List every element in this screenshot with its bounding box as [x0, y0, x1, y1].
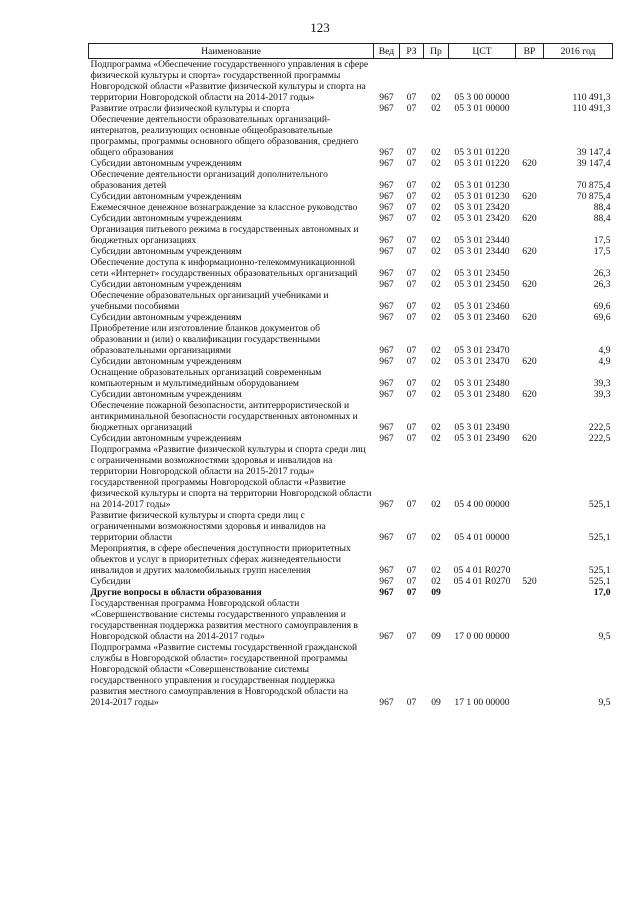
row-ved-cell: 967: [379, 202, 394, 213]
row-amount-cell: 525,1: [588, 576, 611, 587]
row-pr-cell: 09: [431, 631, 441, 642]
table-row: [89, 400, 613, 433]
page-number: 123: [310, 20, 330, 35]
row-vr-cell: [516, 400, 544, 433]
row-rz-cell: 07: [406, 147, 417, 158]
row-rz-cell: 07: [406, 213, 417, 224]
row-pr-cell: 02: [431, 301, 441, 312]
row-rz-cell: 07: [406, 180, 417, 191]
row-vr-cell: [516, 510, 544, 543]
row-pr-cell: 02: [431, 345, 441, 356]
row-amount-cell: 9,5: [598, 631, 611, 642]
row-rz-cell: 07: [406, 389, 417, 400]
row-ved-cell: 967: [379, 422, 394, 433]
row-amount-cell: 88,4: [593, 202, 611, 213]
row-cst-cell: 05 4 01 00000: [454, 532, 510, 543]
row-rz-cell: 07: [406, 279, 417, 290]
row-amount-cell: 4,9: [598, 345, 611, 356]
row-pr-cell: 02: [431, 158, 441, 169]
row-cst-cell: 05 3 01 01220: [454, 147, 510, 158]
row-amount-cell: 17,5: [593, 235, 611, 246]
row-pr-cell: 02: [431, 268, 441, 279]
row-amount-cell: 70 875,4: [576, 191, 611, 202]
row-cst-cell: 05 3 01 23420: [454, 213, 510, 224]
row-ved-cell: 967: [379, 191, 394, 202]
row-vr-cell: [516, 323, 544, 356]
row-rz-cell: 07: [406, 202, 417, 213]
row-cst-cell: 05 3 01 23480: [454, 378, 510, 389]
row-vr-cell: 620: [522, 213, 537, 224]
column-header-ved: Вед: [374, 44, 400, 59]
row-name-cell: Субсидии автономным учреждениям: [90, 312, 242, 323]
row-name-cell: Субсидии автономным учреждениям: [90, 279, 242, 290]
row-amount-cell: 26,3: [593, 268, 611, 279]
table-row: [89, 202, 613, 213]
row-amount-cell: 4,9: [598, 356, 611, 367]
row-cst-cell: 05 3 01 23460: [454, 301, 510, 312]
row-name-cell: Обеспечение доступа к информационно-телекоммуникационной сети «Интернет» государственных образовательных организаций: [90, 257, 358, 279]
row-cst-cell: 05 3 01 01230: [454, 191, 510, 202]
row-name-cell: Субсидии автономным учреждениям: [90, 158, 242, 169]
row-vr-cell: [516, 367, 544, 389]
table-row: [89, 367, 613, 389]
table-body: [89, 59, 613, 709]
row-rz-cell: 07: [406, 268, 417, 279]
column-header-pr: Пр: [424, 44, 449, 59]
row-pr-cell: 02: [431, 191, 441, 202]
budget-table: [88, 43, 613, 708]
row-pr-cell: 02: [431, 202, 441, 213]
row-rz-cell: 07: [406, 312, 417, 323]
row-ved-cell: 967: [379, 268, 394, 279]
row-pr-cell: 02: [431, 147, 441, 158]
row-rz-cell: 07: [406, 565, 417, 576]
row-amount-cell: 110 491,3: [572, 103, 611, 114]
column-header-vr: ВР: [516, 44, 544, 59]
row-ved-cell: 967: [379, 389, 394, 400]
row-vr-cell: 620: [522, 433, 537, 444]
row-name-cell: Субсидии автономным учреждениям: [90, 433, 242, 444]
row-amount-cell: 222,5: [588, 422, 611, 433]
row-cst-cell: 05 3 01 00000: [454, 103, 510, 114]
table-row: [89, 543, 613, 576]
row-pr-cell: 02: [431, 92, 441, 103]
row-rz-cell: 07: [406, 235, 417, 246]
row-rz-cell: 07: [406, 587, 417, 598]
row-ved-cell: 967: [379, 378, 394, 389]
row-pr-cell: 02: [431, 213, 441, 224]
row-name-cell: Подпрограмма «Обеспечение государственного управления в сфере физической культуры и спорта» государственной программы Новгородской области «Развитие физической культуры и спорта на территории Новгородской области на 2014-2017 годы»: [90, 59, 369, 103]
row-amount-cell: 69,6: [593, 301, 611, 312]
row-pr-cell: 02: [431, 422, 441, 433]
row-cst-cell: 05 3 01 23420: [454, 202, 510, 213]
row-amount-cell: 525,1: [588, 532, 611, 543]
row-name-cell: Другие вопросы в области образования: [90, 587, 262, 598]
row-ved-cell: 967: [379, 158, 394, 169]
row-ved-cell: 967: [379, 312, 394, 323]
row-rz-cell: 07: [406, 345, 417, 356]
row-ved-cell: 967: [379, 499, 394, 510]
table-row: [89, 433, 613, 444]
row-name-cell: Обеспечение деятельности образовательных организаций-интернатов, реализующих основные общеобразовательные программы, программы основного общего образования, среднего общего образования: [90, 114, 359, 158]
table-row: [89, 587, 613, 598]
table-row: [89, 158, 613, 169]
row-rz-cell: 07: [406, 92, 417, 103]
row-rz-cell: 07: [406, 576, 417, 587]
row-rz-cell: 07: [406, 191, 417, 202]
row-cst-cell: 05 3 01 23470: [454, 345, 510, 356]
row-cst-cell: 17 1 00 00000: [454, 697, 510, 708]
row-name-cell: Обеспечение деятельности организаций дополнительного образования детей: [90, 169, 328, 191]
row-vr-cell: [516, 59, 544, 104]
row-name-cell: Развитие физической культуры и спорта среди лиц с ограниченными возможностями здоровья и инвалидов на территории области: [90, 510, 326, 543]
row-vr-cell: [516, 169, 544, 191]
row-vr-cell: 620: [522, 356, 537, 367]
row-amount-cell: 110 491,3: [572, 92, 611, 103]
row-name-cell: Субсидии автономным учреждениям: [90, 356, 242, 367]
row-cst-cell: 17 0 00 00000: [454, 631, 510, 642]
table-row: [89, 279, 613, 290]
row-ved-cell: 967: [379, 279, 394, 290]
row-cst-cell: 05 3 01 23470: [454, 356, 510, 367]
row-name-cell: Мероприятия, в сфере обеспечения доступности приоритетных объектов и услуг в приоритетных сферах жизнедеятельности инвалидов и других маломобильных групп населения: [90, 543, 351, 576]
table-row: [89, 444, 613, 510]
row-vr-cell: [516, 642, 544, 708]
row-ved-cell: 967: [379, 92, 394, 103]
table-header-row: [89, 44, 613, 59]
row-ved-cell: 967: [379, 631, 394, 642]
table-row: [89, 510, 613, 543]
row-pr-cell: 02: [431, 576, 441, 587]
row-name-cell: Ежемесячное денежное вознаграждение за классное руководство: [90, 202, 358, 213]
row-vr-cell: 620: [522, 389, 537, 400]
row-pr-cell: 09: [431, 697, 441, 708]
row-cst-cell: 05 3 00 00000: [454, 92, 510, 103]
table-row: [89, 114, 613, 158]
column-header-cst: ЦСТ: [449, 44, 516, 59]
row-pr-cell: 02: [431, 499, 441, 510]
row-amount-cell: 17,5: [593, 246, 611, 257]
row-vr-cell: [516, 202, 544, 213]
row-rz-cell: 07: [406, 697, 417, 708]
row-vr-cell: [516, 598, 544, 642]
row-vr-cell: [516, 103, 544, 114]
row-rz-cell: 07: [406, 246, 417, 257]
row-cst-cell: 05 3 01 23490: [454, 433, 510, 444]
row-vr-cell: [516, 587, 544, 598]
row-pr-cell: 02: [431, 235, 441, 246]
row-name-cell: Субсидии автономным учреждениям: [90, 246, 242, 257]
row-ved-cell: 967: [379, 532, 394, 543]
row-name-cell: Подпрограмма «Развитие системы государственной гражданской службы в Новгородской области» государственной программы Новгородской области «Совершенствование системы государственного управления и государственная поддержка развития местного самоуправления в Новгородской области на 2014-2017 годы»: [90, 642, 358, 708]
row-rz-cell: 07: [406, 356, 417, 367]
row-pr-cell: 02: [431, 565, 441, 576]
row-name-cell: Обеспечение пожарной безопасности, антитеррористической и антикриминальной безопасности государственных автономных и бюджетных организаций: [90, 400, 358, 433]
row-vr-cell: [516, 114, 544, 158]
row-ved-cell: 967: [379, 301, 394, 312]
table-row: [89, 257, 613, 279]
row-pr-cell: 02: [431, 532, 441, 543]
row-amount-cell: 39 147,4: [576, 158, 611, 169]
row-name-cell: Субсидии: [90, 576, 131, 587]
row-ved-cell: 967: [379, 180, 394, 191]
row-vr-cell: [516, 543, 544, 576]
table-row: [89, 576, 613, 587]
row-pr-cell: 02: [431, 312, 441, 323]
row-cst-cell: 05 4 01 R0270: [453, 565, 511, 576]
row-rz-cell: 07: [406, 631, 417, 642]
row-amount-cell: 525,1: [588, 499, 611, 510]
column-header-rz: РЗ: [400, 44, 424, 59]
row-pr-cell: 02: [431, 356, 441, 367]
row-vr-cell: [516, 224, 544, 246]
row-name-cell: Развитие отрасли физической культуры и спорта: [90, 103, 290, 114]
row-cst-cell: 05 3 01 23490: [454, 422, 510, 433]
table-row: [89, 246, 613, 257]
row-amount-cell: 525,1: [588, 565, 611, 576]
row-rz-cell: 07: [406, 433, 417, 444]
row-rz-cell: 07: [406, 422, 417, 433]
row-amount-cell: 26,3: [593, 279, 611, 290]
row-rz-cell: 07: [406, 378, 417, 389]
row-pr-cell: 02: [431, 279, 441, 290]
row-pr-cell: 09: [431, 587, 441, 598]
table-row: [89, 290, 613, 312]
row-cst-cell: 05 4 00 00000: [454, 499, 510, 510]
row-pr-cell: 02: [431, 180, 441, 191]
row-ved-cell: 967: [379, 345, 394, 356]
row-amount-cell: 69,6: [593, 312, 611, 323]
table-row: [89, 598, 613, 642]
row-vr-cell: [516, 290, 544, 312]
row-cst-cell: 05 3 01 23450: [454, 279, 510, 290]
row-vr-cell: 620: [522, 312, 537, 323]
row-cst-cell: 05 3 01 01230: [454, 180, 510, 191]
row-cst-cell: 05 3 01 23460: [454, 312, 510, 323]
row-cst-cell: 05 3 01 23440: [454, 235, 510, 246]
row-ved-cell: 967: [379, 565, 394, 576]
row-ved-cell: 967: [379, 235, 394, 246]
row-amount-cell: 88,4: [593, 213, 611, 224]
row-cst-cell: 05 3 01 23480: [454, 389, 510, 400]
row-amount-cell: 9,5: [598, 697, 611, 708]
row-vr-cell: [516, 444, 544, 510]
table-row: [89, 389, 613, 400]
table-row: [89, 191, 613, 202]
row-name-cell: Субсидии автономным учреждениям: [90, 191, 242, 202]
row-ved-cell: 967: [379, 576, 394, 587]
row-ved-cell: 967: [379, 147, 394, 158]
row-name-cell: Оснащение образовательных организаций современным компьютерным и мультимедийным оборудованием: [90, 367, 322, 389]
table-row: [89, 103, 613, 114]
row-name-cell: Приобретение или изготовление бланков документов об образовании и (или) о квалификации государственными образовательными организациями: [90, 323, 321, 356]
row-vr-cell: [516, 257, 544, 279]
row-amount-cell: 39 147,4: [576, 147, 611, 158]
table-row: [89, 213, 613, 224]
table-row: [89, 59, 613, 104]
row-vr-cell: 620: [522, 246, 537, 257]
row-ved-cell: 967: [379, 356, 394, 367]
row-pr-cell: 02: [431, 433, 441, 444]
row-amount-cell: 39,3: [593, 378, 611, 389]
row-vr-cell: 620: [522, 279, 537, 290]
row-pr-cell: 02: [431, 246, 441, 257]
row-pr-cell: 02: [431, 389, 441, 400]
row-vr-cell: 620: [522, 158, 537, 169]
table-row: [89, 224, 613, 246]
row-name-cell: Организация питьевого режима в государственных автономных и бюджетных организациях: [90, 224, 359, 246]
row-name-cell: Обеспечение образовательных организаций учебниками и учебными пособиями: [90, 290, 329, 312]
row-vr-cell: 620: [522, 191, 537, 202]
column-header-name: Наименование: [89, 44, 374, 59]
table-row: [89, 312, 613, 323]
row-cst-cell: 05 4 01 R0270: [453, 576, 511, 587]
row-ved-cell: 967: [379, 246, 394, 257]
row-cst-cell: [449, 587, 516, 598]
row-ved-cell: 967: [379, 697, 394, 708]
row-rz-cell: 07: [406, 499, 417, 510]
row-name-cell: Государственная программа Новгородской области «Совершенствование системы государственного управления и государственная поддержка развития местного самоуправления в Новгородской области на 2014-2017 годы»: [90, 598, 358, 642]
row-ved-cell: 967: [379, 213, 394, 224]
row-name-cell: Подпрограмма «Развитие физической культуры и спорта среди лиц с ограниченными возможностями здоровья и инвалидов на территории Новгородской области на 2015-2017 годы» государственной программы Новгородской области «Развитие физической культуры и спорта на территории Новгородской области на 2014-2017 годы»: [90, 444, 372, 510]
row-amount-cell: 70 875,4: [576, 180, 611, 191]
row-amount-cell: 17,0: [593, 587, 611, 598]
row-ved-cell: 967: [379, 103, 394, 114]
row-rz-cell: 07: [406, 532, 417, 543]
row-rz-cell: 07: [406, 103, 417, 114]
row-rz-cell: 07: [406, 301, 417, 312]
table-row: [89, 356, 613, 367]
row-pr-cell: 02: [431, 103, 441, 114]
row-cst-cell: 05 3 01 23450: [454, 268, 510, 279]
row-cst-cell: 05 3 01 23440: [454, 246, 510, 257]
row-ved-cell: 967: [379, 433, 394, 444]
row-pr-cell: 02: [431, 378, 441, 389]
row-name-cell: Субсидии автономным учреждениям: [90, 213, 242, 224]
column-header-year: 2016 год: [544, 44, 613, 59]
row-amount-cell: 222,5: [588, 433, 611, 444]
table-row: [89, 642, 613, 708]
row-ved-cell: 967: [379, 587, 394, 598]
row-vr-cell: 520: [522, 576, 537, 587]
row-rz-cell: 07: [406, 158, 417, 169]
row-cst-cell: 05 3 01 01220: [454, 158, 510, 169]
table-row: [89, 323, 613, 356]
row-amount-cell: 39,3: [593, 389, 611, 400]
row-name-cell: Субсидии автономным учреждениям: [90, 389, 242, 400]
table-row: [89, 169, 613, 191]
